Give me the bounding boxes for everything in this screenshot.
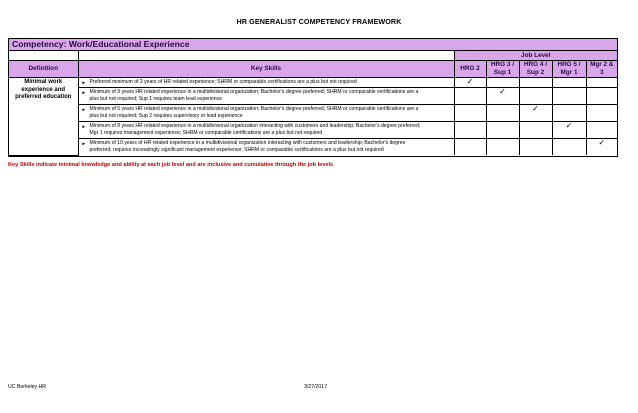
skill-cell: ► Minimum of 3 years HR related experience in a multidivisional organization; Bachelor's degree preferred; SHRM or comparable certifications are a plus but not required; Sup 1 requires team lead experience [78, 88, 454, 105]
skill-cell: ► Minimum of 8 years HR related experience in a multidivisional organization interacting with customers and leadership; Bachelor's degree preferred; Mgr 1 requires management experience; SHRM or comparable certifications are a plus but not required [78, 122, 454, 139]
competency-banner: Competency: Work/Educational Experience [9, 39, 617, 51]
job-level-header: Job Level [454, 51, 617, 61]
level-cell-empty [454, 122, 486, 139]
empty-corner-skills [78, 51, 454, 61]
skill-row [9, 88, 617, 105]
level-cell-empty [454, 105, 486, 122]
level-cell-hrg3-sup1: ✓ [486, 88, 519, 105]
bullet-icon: ► [81, 90, 87, 95]
level-cell-mgr2-3: ✓ [586, 139, 617, 156]
level-header-hrg5-mgr1: HRG 5 / Mgr 1 [552, 61, 586, 78]
definition-cell: Minimal work experience and preferred education [9, 78, 78, 156]
level-cell-empty [519, 78, 552, 88]
level-header-mgr2-3: Mgr 2 & 3 [586, 61, 617, 78]
level-cell-hrg5-mgr1: ✓ [552, 122, 586, 139]
level-cell-empty [519, 122, 552, 139]
skill-row [9, 78, 617, 88]
bullet-icon: ► [81, 107, 87, 112]
level-cell-empty [586, 88, 617, 105]
skill-cell: ► Minimum of 10 years of HR related experience in a multidivisional organization interacting with customers and leadership; Bachelor's degree preferred; requires increasingly significant management experience; SHRM or comparable certifications are a plus but not required [78, 139, 454, 156]
level-cell-empty [552, 139, 586, 156]
level-cell-empty [586, 122, 617, 139]
footer-organization: UC Berkeley HR [8, 384, 47, 390]
level-cell-empty [486, 139, 519, 156]
skill-row [9, 105, 617, 122]
key-skills-header: Key Skills [78, 61, 454, 78]
level-cell-empty [552, 105, 586, 122]
level-cell-empty [454, 88, 486, 105]
competency-table-frame [8, 38, 618, 157]
level-cell-hrg2: ✓ [454, 78, 486, 88]
level-header-hrg4-sup2: HRG 4 / Sup 2 [519, 61, 552, 78]
level-cell-empty [586, 105, 617, 122]
empty-corner-definition [9, 51, 78, 61]
bullet-icon: ► [81, 124, 87, 129]
competency-table [9, 51, 617, 156]
level-cell-empty [486, 105, 519, 122]
definition-header: Definition [9, 61, 78, 78]
job-level-row [9, 51, 617, 61]
level-cell-empty [586, 78, 617, 88]
document-title: HR GENERALIST COMPETENCY FRAMEWORK [236, 17, 402, 26]
footer-date: 3/27/2017 [304, 384, 328, 390]
level-cell-empty [454, 139, 486, 156]
skill-cell: ► Preferred minimum of 2 years of HR related experience; SHRM or comparable certifications are a plus but not required [78, 78, 454, 88]
bullet-icon: ► [81, 80, 87, 85]
level-cell-empty [552, 78, 586, 88]
level-cell-empty [519, 139, 552, 156]
level-header-hrg2: HRG 2 [454, 61, 486, 78]
level-header-hrg3-sup1: HRG 3 / Sup 1 [486, 61, 519, 78]
level-cell-empty [552, 88, 586, 105]
skill-cell: ► Minimum of 5 years HR related experience in a multidivisional organization; Bachelor's degree preferred; SHRM or comparable certifications are a plus but not required; Sup 2 requires supervisory or lead experience [78, 105, 454, 122]
column-header-row [9, 61, 617, 78]
level-cell-empty [519, 88, 552, 105]
level-cell-hrg4-sup2: ✓ [519, 105, 552, 122]
key-skills-note: Key Skills indicate minimal knowledge and ability at each job level and are inclusive and cumulative through the job levels [8, 162, 334, 168]
level-cell-empty [486, 78, 519, 88]
skill-row [9, 122, 617, 139]
skill-row [9, 139, 617, 156]
bullet-icon: ► [81, 141, 87, 146]
level-cell-empty [486, 122, 519, 139]
